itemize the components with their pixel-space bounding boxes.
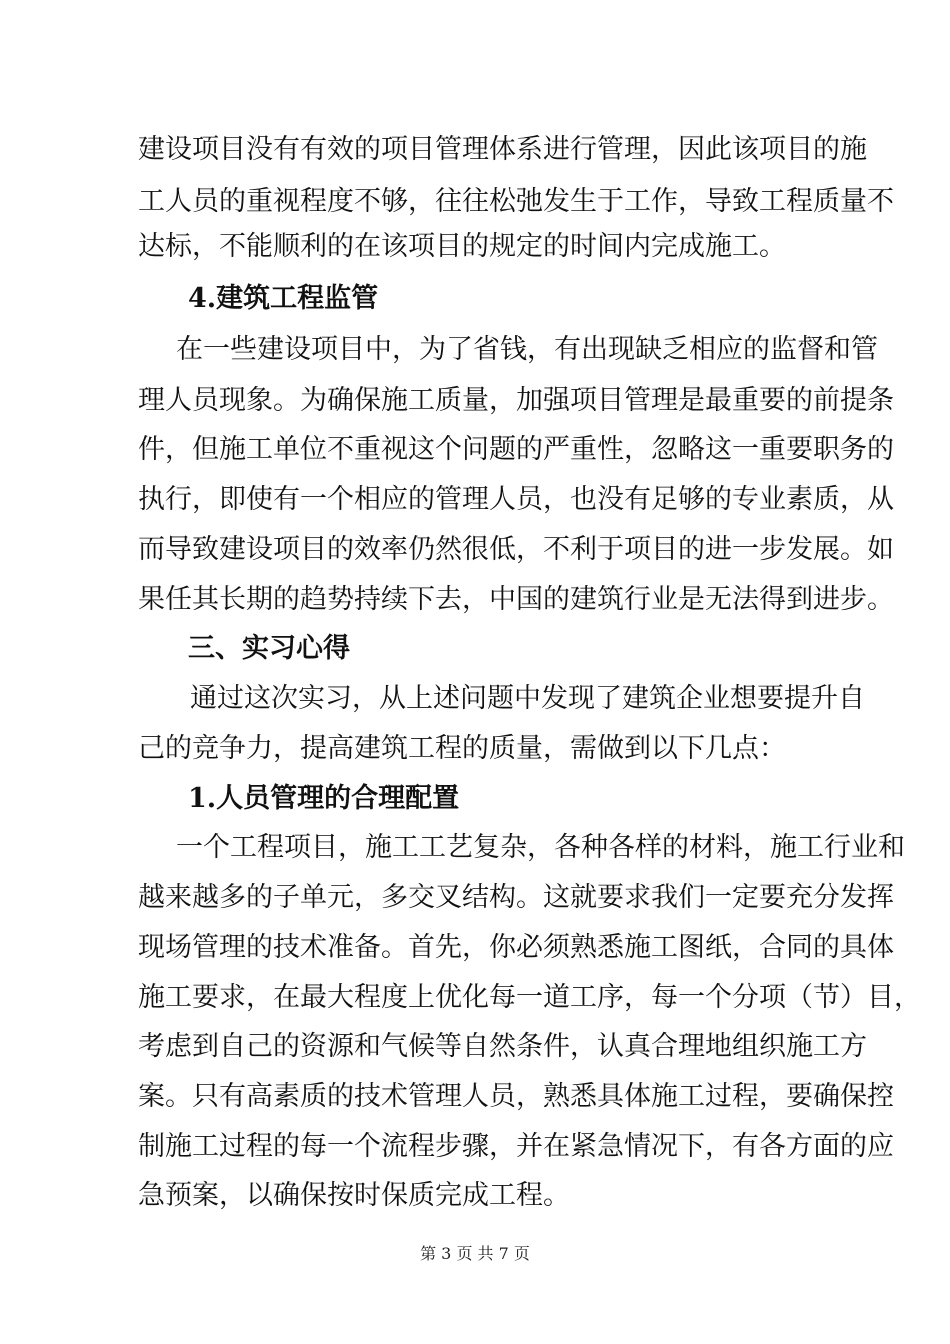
paragraph-line: 施工要求，在最大程度上优化每一道工序，每一个分项（节）目， xyxy=(138,982,921,1013)
paragraph-line: 制施工过程的每一个流程步骤，并在紧急情况下，有各方面的应 xyxy=(138,1131,894,1162)
section-heading: 三、实习心得 xyxy=(188,633,350,664)
paragraph-line: 急预案，以确保按时保质完成工程。 xyxy=(138,1180,570,1211)
paragraph-line: 达标，不能顺利的在该项目的规定的时间内完成施工。 xyxy=(138,231,786,262)
paragraph-line: 己的竞争力，提高建筑工程的质量，需做到以下几点： xyxy=(138,733,786,764)
paragraph-line: 而导致建设项目的效率仍然很低，不利于项目的进一步发展。如 xyxy=(138,534,894,565)
paragraph-line: 现场管理的技术准备。首先，你必须熟悉施工图纸，合同的具体 xyxy=(138,932,894,963)
paragraph-line: 案。只有高素质的技术管理人员，熟悉具体施工过程，要确保控 xyxy=(138,1081,894,1112)
paragraph-line: 工人员的重视程度不够，往往松弛发生于工作，导致工程质量不 xyxy=(138,186,894,217)
paragraph-line: 理人员现象。为确保施工质量，加强项目管理是最重要的前提条 xyxy=(138,385,894,416)
paragraph-line: 果任其长期的趋势持续下去，中国的建筑行业是无法得到进步。 xyxy=(138,584,894,615)
section-heading: 4.建筑工程监管 xyxy=(188,283,379,314)
paragraph-line: 一个工程项目，施工工艺复杂，各种各样的材料，施工行业和 xyxy=(176,832,905,863)
paragraph-line: 考虑到自己的资源和气候等自然条件，认真合理地组织施工方 xyxy=(138,1031,867,1062)
paragraph-line: 通过这次实习，从上述问题中发现了建筑企业想要提升自 xyxy=(190,683,865,714)
paragraph-line: 执行，即使有一个相应的管理人员，也没有足够的专业素质，从 xyxy=(138,484,894,515)
paragraph-line: 越来越多的子单元，多交叉结构。这就要求我们一定要充分发挥 xyxy=(138,882,894,913)
section-heading: 1.人员管理的合理配置 xyxy=(188,783,460,814)
paragraph-line: 在一些建设项目中，为了省钱，有出现缺乏相应的监督和管 xyxy=(176,334,878,365)
paragraph-line: 建设项目没有有效的项目管理体系进行管理，因此该项目的施 xyxy=(138,134,867,165)
paragraph-line: 件，但施工单位不重视这个问题的严重性，忽略这一重要职务的 xyxy=(138,434,894,465)
page-number: 第 3 页 共 7 页 xyxy=(420,1244,530,1263)
